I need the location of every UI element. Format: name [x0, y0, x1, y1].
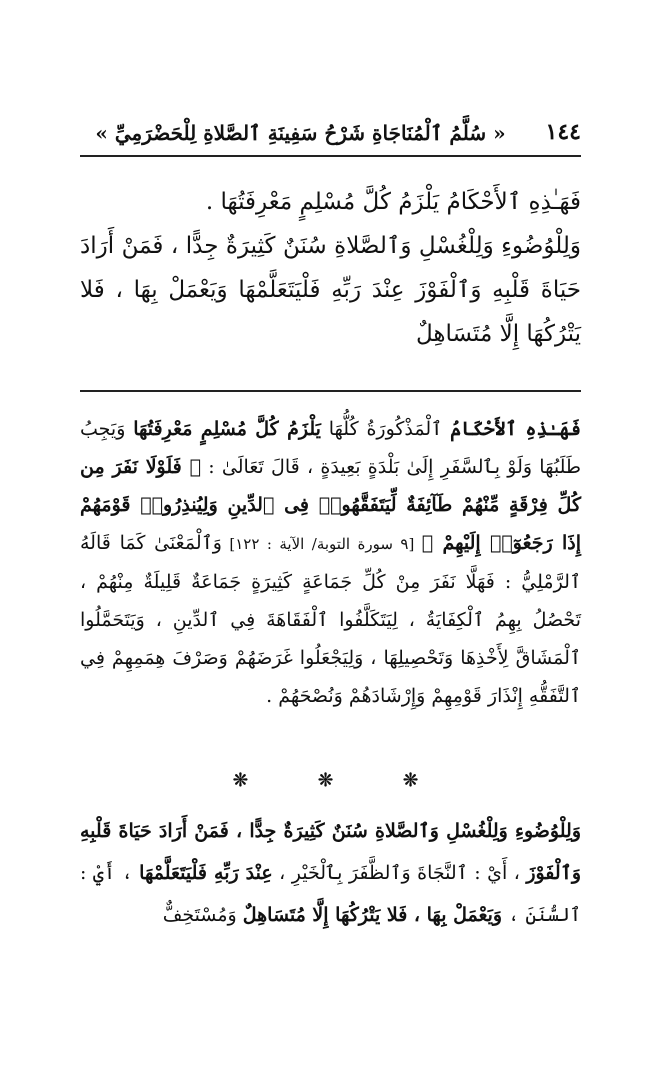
- quran-verse: ﴿ فَلَوْلَا نَفَرَ مِن كُلِّ فِرْقَةٍ مِّنْهُمْ طَآئِفَةٌ لِّيَتَفَقَّهُوا۟ فِى ٱلدِّينِ وَلِيُنذِرُوا۟ قَوْمَهُمْ إِذَا رَجَعُوٓا۟ إِلَيْهِمْ ﴾: [80, 456, 581, 554]
- section-stars: [0, 770, 651, 791]
- matn-quote: يَلْزَمُ كُلَّ مُسْلِمٍ مَعْرِفَتُهَا: [133, 418, 321, 440]
- commentary-text: ، أَيْ : ٱلسُّنَنَ ،: [80, 862, 581, 926]
- star-ornament-icon: ❊: [317, 770, 334, 791]
- page-header: [80, 115, 581, 155]
- matn-paragraph-2: وَلِلْوُضُوءِ وَلِلْغُسْلِ وَٱلصَّلاةِ سُنَنٌ كَثِيرَةٌ جِدًّا ، فَمَنْ أَرَادَ حَيَاةَ قَلْبِهِ وَٱلْفَوْزَ عِنْدَ رَبِّهِ فَلْيَتَعَلَّمْهَا وَيَعْمَلْ بِهَا ، فَلا يَتْرُكُهَا إِلَّا مُتَسَاهِلٌ: [80, 233, 581, 347]
- running-title: « سُلَّمُ ٱلْمُنَاجَاةِ شَرْحُ سَفِينَةِ ٱلصَّلاةِ لِلْحَضْرَمِيِّ »: [95, 121, 506, 145]
- star-ornament-icon: ❊: [232, 770, 248, 791]
- commentary-text: وَمُسْتَخِفٌّ: [162, 904, 243, 926]
- header-divider: [80, 155, 581, 157]
- commentary-text: ٱلْمَذْكُورَةُ كُلُّهَا: [320, 418, 451, 440]
- verse-reference: [٩ سورة التوبة/ الآية : ١٢٢]: [221, 535, 422, 553]
- commentary-paragraph: [80, 410, 581, 715]
- matn-quote: فَهَـٰذِهِ ٱلأَحْكَامُ: [450, 418, 581, 440]
- commentary-paragraph: [80, 810, 581, 936]
- commentary-text: وَيَجِبُ طَلَبُهَا وَلَوْ بِٱلسَّفَرِ إِلَىٰ بَلْدَةٍ بَعِيدَةٍ ، قَالَ تَعَالَىٰ :: [80, 418, 581, 478]
- star-ornament-icon: ❊: [403, 770, 419, 791]
- commentary-section-1: [80, 410, 581, 715]
- matn-quote: عِنْدَ رَبِّهِ فَلْيَتَعَلَّمْهَا: [139, 862, 273, 884]
- section-divider: [80, 390, 581, 392]
- commentary-text: وَٱلْمَعْنَىٰ كَمَا قَالَهُ ٱلرَّمْلِيُّ : فَهَلَّا نَفَرَ مِنْ كُلِّ جَمَاعَةٍ كَثِيرَةٍ جَمَاعَةٌ قَلِيلَةٌ مِنْهُمْ ، تَحْصُلُ بِهِمُ ٱلْكِفَايَةُ ، لِيَتَكَلَّفُوا ٱلْفَقَاهَةَ فِي ٱلدِّينِ ، وَيَتَحَمَّلُوا ٱلْمَشَاقَّ لِأَخْذِهَا وَتَحْصِيلِهَا ، وَلِيَجْعَلُوا غَرَضَهُمْ وَصَرْفَ هِمَمِهِمْ فِي ٱلتَّفَقُّهِ إِنْذَارَ قَوْمِهِمْ وَإِرْشَادَهُمْ وَنُصْحَهُمْ .: [80, 532, 581, 707]
- matn-text: [80, 180, 581, 356]
- page-number: ١٤٤: [545, 119, 581, 145]
- matn-quote: وَلِلْوُضُوءِ وَلِلْغُسْلِ وَٱلصَّلاةِ سُنَنٌ كَثِيرَةٌ جِدًّا ، فَمَنْ أَرَادَ حَيَاةَ قَلْبِهِ وَٱلْفَوْزَ: [80, 820, 582, 884]
- commentary-section-2: [80, 810, 581, 936]
- commentary-text: ، أَيْ : ٱلنَّجَاةَ وَٱلظَّفَرَ بِٱلْخَيْرِ ،: [272, 862, 527, 884]
- matn-line-1: فَهَـٰذِهِ ٱلأَحْكَامُ يَلْزَمُ كُلَّ مُسْلِمٍ مَعْرِفَتُهَا .: [205, 189, 581, 215]
- matn-quote: وَيَعْمَلْ بِهَا ، فَلا يَتْرُكُهَا إِلَّا مُتَسَاهِلٌ: [242, 904, 503, 926]
